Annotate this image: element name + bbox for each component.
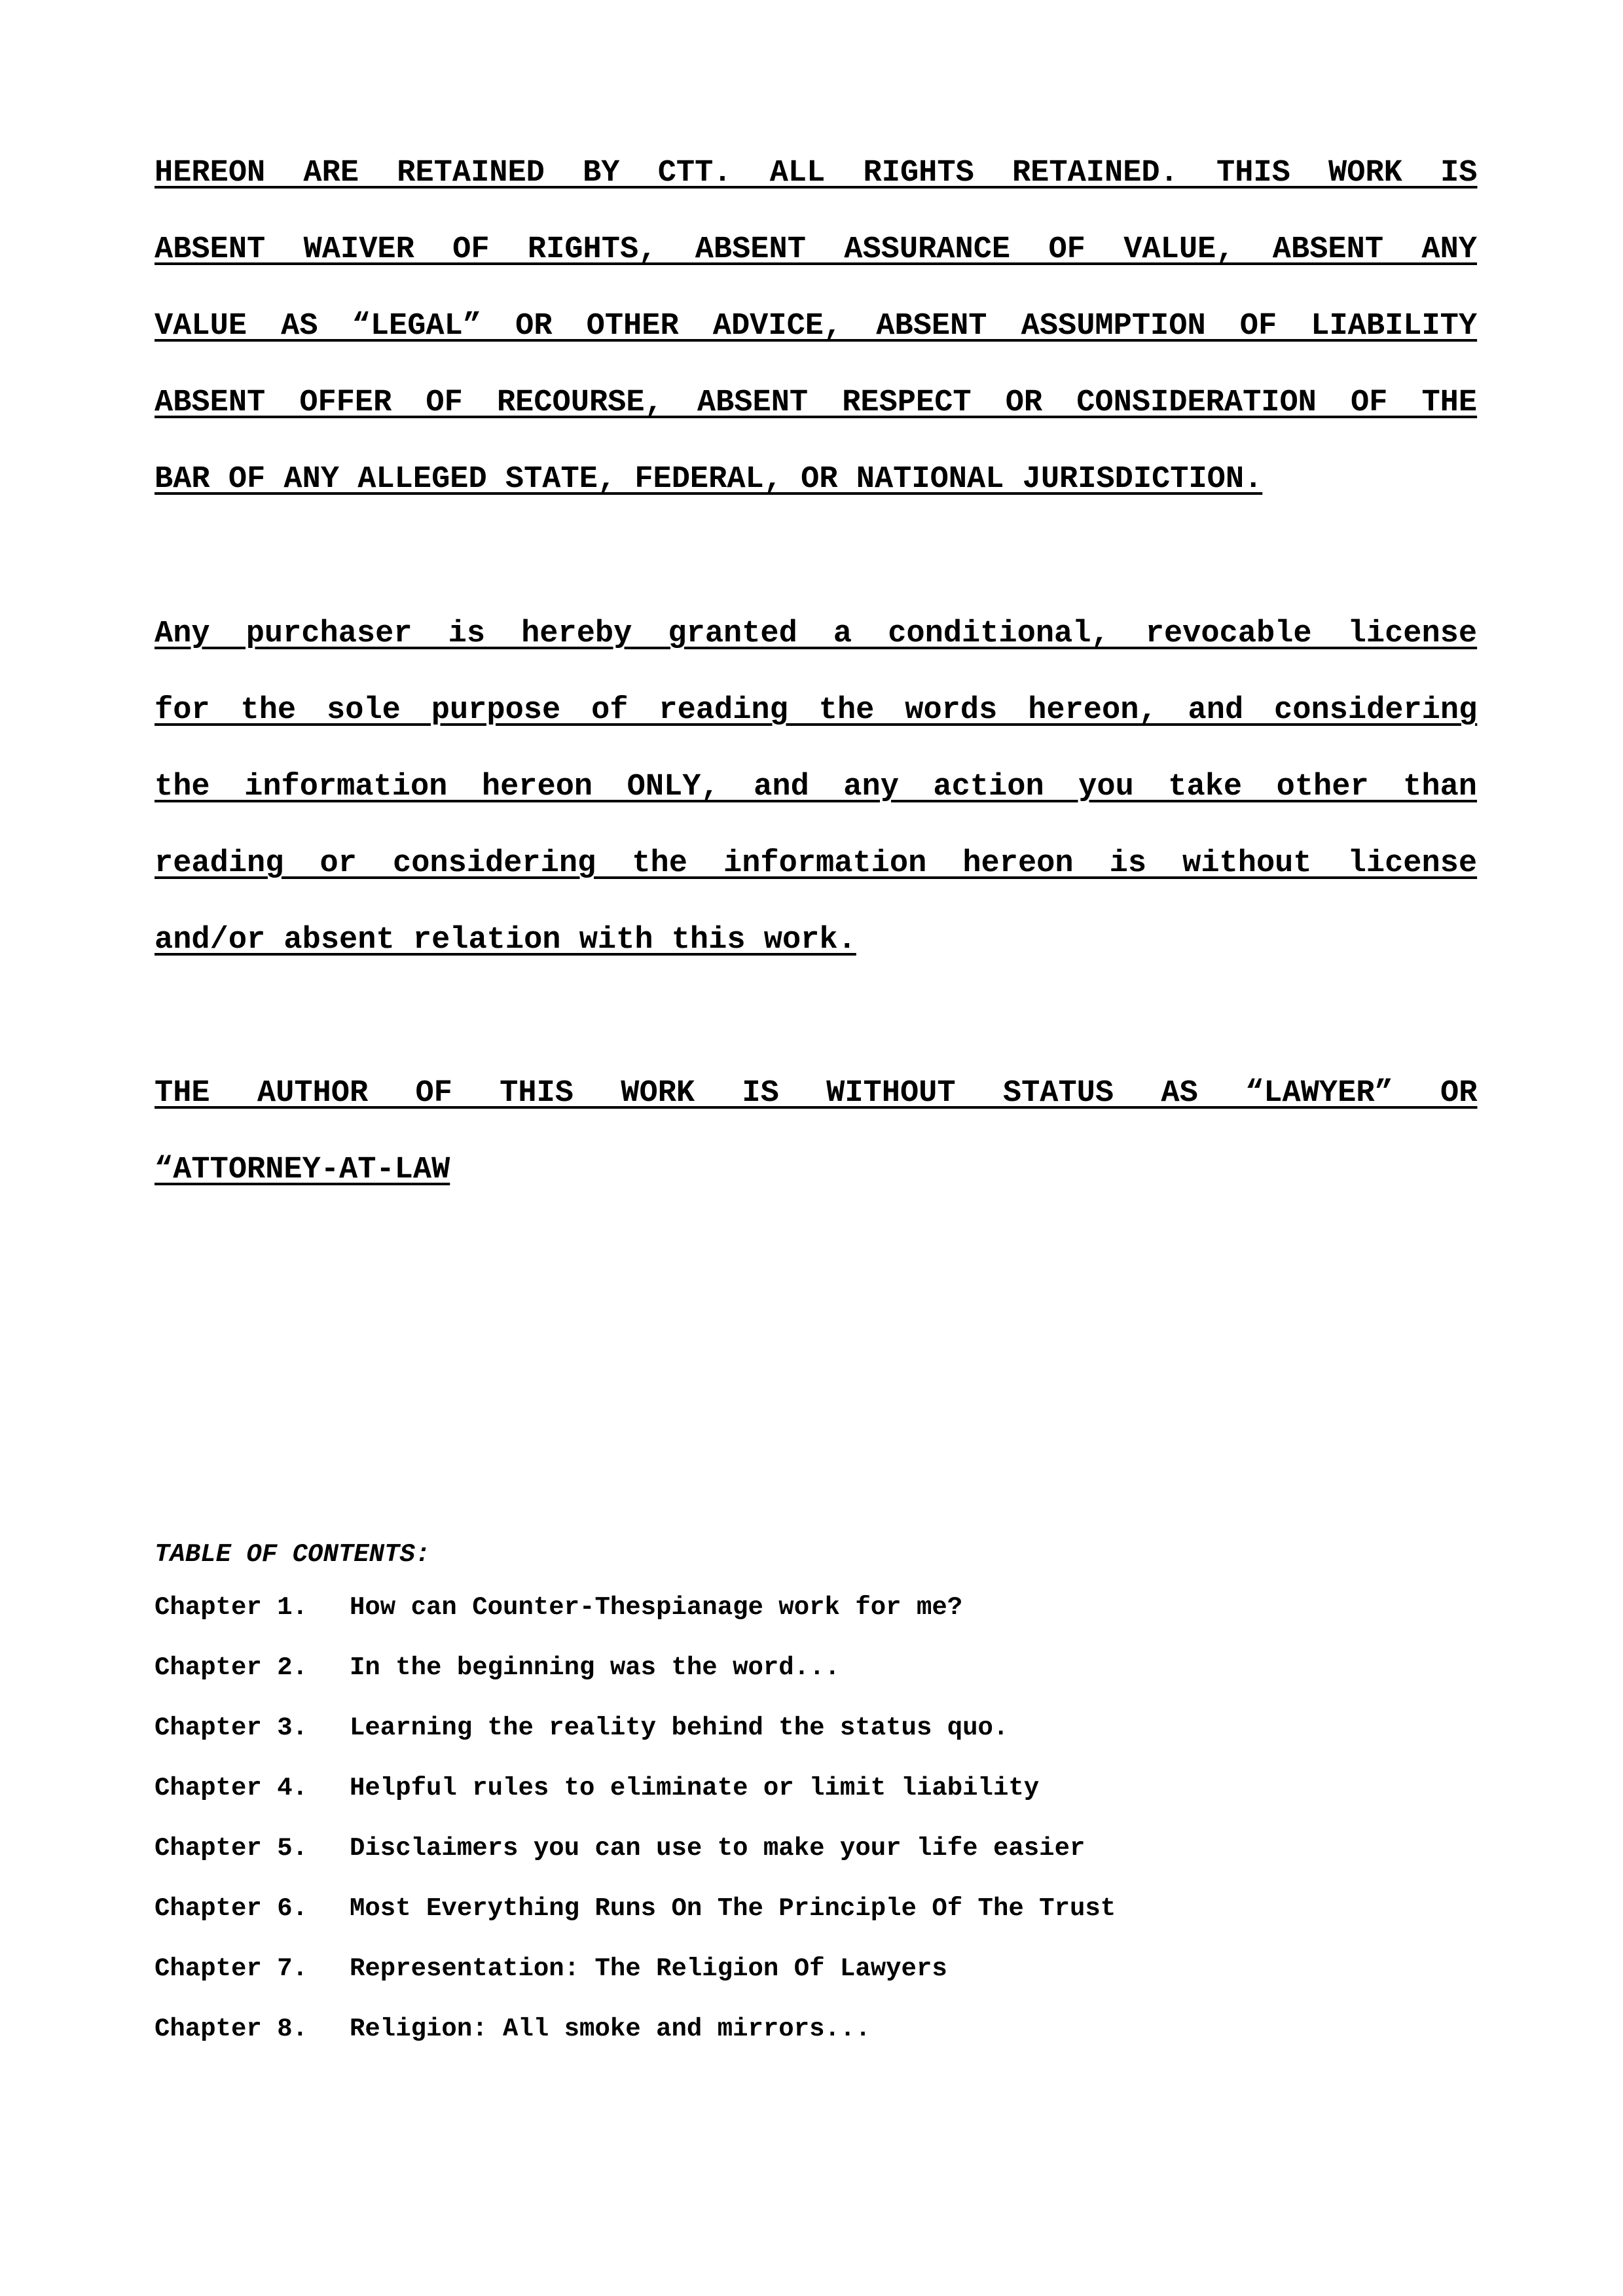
rights-retained-paragraph	[155, 135, 1477, 518]
toc-chapter-number: Chapter 4.	[155, 1774, 308, 1803]
toc-chapter-number: Chapter 5.	[155, 1834, 308, 1863]
toc-chapter-title: Disclaimers you can use to make your life easier	[350, 1834, 1085, 1863]
toc-chapter-number: Chapter 3.	[155, 1713, 308, 1742]
paragraph-line: BAR OF ANY ALLEGED STATE, FEDERAL, OR NATIONAL JURISDICTION.	[155, 462, 1263, 497]
toc-chapter-title: Representation: The Religion Of Lawyers	[350, 1954, 947, 1983]
toc-item	[155, 1999, 1477, 2059]
toc-chapter-title: Learning the reality behind the status quo.	[350, 1713, 1009, 1742]
paragraph-line: THE AUTHOR OF THIS WORK IS WITHOUT STATUS AS “LAWYER” OR	[155, 1076, 1478, 1111]
toc-chapter-number: Chapter 8.	[155, 2015, 308, 2043]
toc-item	[155, 1818, 1477, 1878]
paragraph-line: the information hereon ONLY, and any action you take other than	[155, 770, 1477, 804]
paragraph-line: ABSENT OFFER OF RECOURSE, ABSENT RESPECT OR CONSIDERATION OF THE	[155, 386, 1478, 420]
toc-chapter-title: Most Everything Runs On The Principle Of The Trust	[350, 1894, 1116, 1923]
toc-chapter-title: How can Counter-Thespianage work for me?	[350, 1593, 963, 1622]
toc-chapter-title: Helpful rules to eliminate or limit liability	[350, 1774, 1040, 1803]
toc-chapter-number: Chapter 6.	[155, 1894, 308, 1923]
paragraph-line: and/or absent relation with this work.	[155, 923, 856, 958]
paragraph-line: Any purchaser is hereby granted a conditional, revocable license	[155, 617, 1478, 651]
paragraph-line: VALUE AS “LEGAL” OR OTHER ADVICE, ABSENT ASSUMPTION OF LIABILITY	[155, 309, 1478, 344]
toc-item	[155, 1698, 1477, 1758]
toc-item	[155, 1758, 1477, 1818]
toc-chapter-title: In the beginning was the word...	[350, 1653, 840, 1682]
paragraph-line: reading or considering the information hereon is without license	[155, 846, 1478, 881]
toc-chapter-number: Chapter 1.	[155, 1593, 308, 1622]
toc-heading: TABLE OF CONTENTS:	[155, 1540, 431, 1569]
paragraph-line: ABSENT WAIVER OF RIGHTS, ABSENT ASSURANCE OF VALUE, ABSENT ANY	[155, 232, 1477, 267]
toc-chapter-number: Chapter 2.	[155, 1653, 308, 1682]
toc-item	[155, 1939, 1477, 1999]
table-of-contents	[155, 1532, 1477, 2059]
license-paragraph	[155, 596, 1477, 978]
author-status-paragraph	[155, 1055, 1477, 1208]
toc-chapter-title: Religion: All smoke and mirrors...	[350, 2015, 871, 2043]
paragraph-line: HEREON ARE RETAINED BY CTT. ALL RIGHTS RETAINED. THIS WORK IS	[155, 156, 1478, 190]
paragraph-line: for the sole purpose of reading the words hereon, and considering	[155, 693, 1478, 728]
toc-item	[155, 1878, 1477, 1939]
toc-chapter-number: Chapter 7.	[155, 1954, 308, 1983]
toc-item	[155, 1638, 1477, 1698]
toc-item	[155, 1577, 1477, 1638]
paragraph-line: “ATTORNEY-AT-LAW	[155, 1153, 450, 1187]
